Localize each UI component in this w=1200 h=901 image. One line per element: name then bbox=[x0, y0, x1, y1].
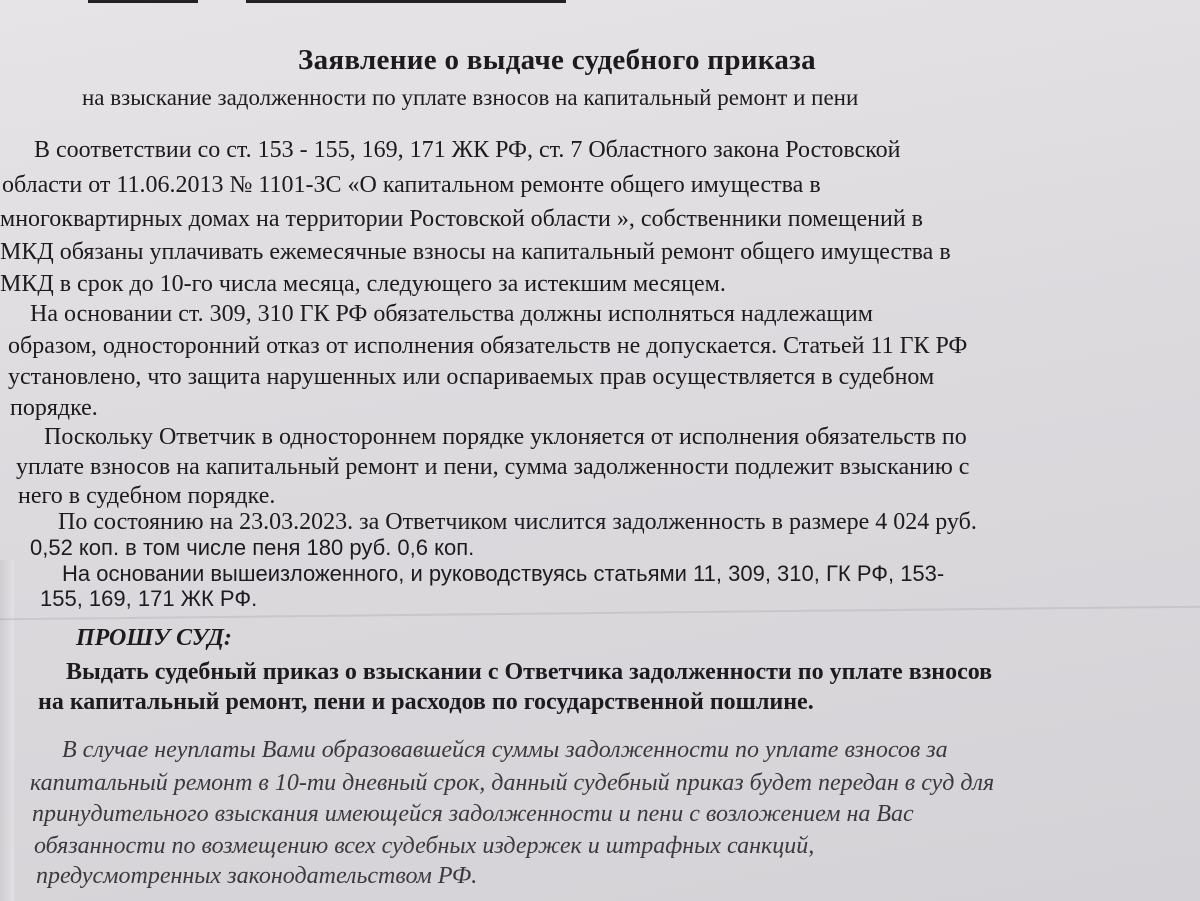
notice-line: предусмотренных законодательством РФ. bbox=[36, 863, 478, 889]
notice-line: В случае неуплаты Вами образовавшейся суммы задолженности по уплате взносов за bbox=[62, 737, 948, 763]
notice-line: капитальный ремонт в 10-ти дневный срок, данный судебный приказ будет передан в суд для bbox=[30, 770, 995, 796]
document-title: Заявление о выдаче судебного приказа bbox=[298, 44, 816, 76]
paragraph-2-line: порядке. bbox=[10, 395, 98, 421]
paragraph-1-line: МКД в срок до 10-го числа месяца, следующего за истекшим месяцем. bbox=[0, 271, 726, 297]
paragraph-1-line: многоквартирных домах на территории Ростовской области », собственники помещений в bbox=[0, 206, 923, 232]
document-subtitle: на взыскание задолженности по уплате взносов на капитальный ремонт и пени bbox=[82, 85, 859, 110]
underline-mark bbox=[246, 0, 566, 3]
notice-line: обязанности по возмещению всех судебных издержек и штрафных санкций, bbox=[34, 833, 815, 859]
paragraph-3-line: Поскольку Ответчик в одностороннем порядке уклоняется от исполнения обязательств по bbox=[44, 424, 967, 450]
paper-fold-edge bbox=[0, 560, 14, 901]
paragraph-5-line: 155, 169, 171 ЖК РФ. bbox=[40, 586, 258, 611]
paragraph-1-line: В соответствии со ст. 153 - 155, 169, 171 ЖК РФ, ст. 7 Областного закона Ростовской bbox=[34, 137, 901, 163]
paragraph-3-line: него в судебном порядке. bbox=[18, 483, 276, 509]
paragraph-2-line: образом, односторонний отказ от исполнения обязательств не допускается. Статьей 11 ГК РФ bbox=[8, 333, 968, 359]
paragraph-1-line: МКД обязаны уплачивать ежемесячные взносы на капитальный ремонт общего имущества в bbox=[0, 239, 951, 265]
request-line: Выдать судебный приказ о взыскании с Ответчика задолженности по уплате взносов bbox=[66, 659, 993, 685]
paragraph-5-line: На основании вышеизложенного, и руководствуясь статьями 11, 309, 310, ГК РФ, 153- bbox=[62, 561, 945, 586]
paragraph-2-line: установлено, что защита нарушенных или оспариваемых прав осуществляется в судебном bbox=[8, 364, 935, 390]
request-heading: ПРОШУ СУД: bbox=[76, 625, 232, 651]
paragraph-4-line: По состоянию на 23.03.2023. за Ответчиком числится задолженность в размере 4 024 руб. bbox=[58, 509, 977, 535]
request-line: на капитальный ремонт, пени и расходов по государственной пошлине. bbox=[38, 689, 814, 715]
paragraph-2-line: На основании ст. 309, 310 ГК РФ обязательства должны исполняться надлежащим bbox=[30, 301, 873, 327]
paragraph-1-line: области от 11.06.2013 № 1101-ЗС «О капитальном ремонте общего имущества в bbox=[2, 172, 821, 198]
top-edge-marks bbox=[0, 0, 1200, 8]
underline-mark bbox=[88, 0, 198, 3]
notice-line: принудительного взыскания имеющейся задолженности и пени с возложением на Вас bbox=[32, 801, 914, 827]
paragraph-4-line: 0,52 коп. в том числе пеня 180 руб. 0,6 коп. bbox=[30, 535, 475, 560]
paragraph-3-line: уплате взносов на капитальный ремонт и пени, сумма задолженности подлежит взысканию с bbox=[16, 454, 970, 480]
